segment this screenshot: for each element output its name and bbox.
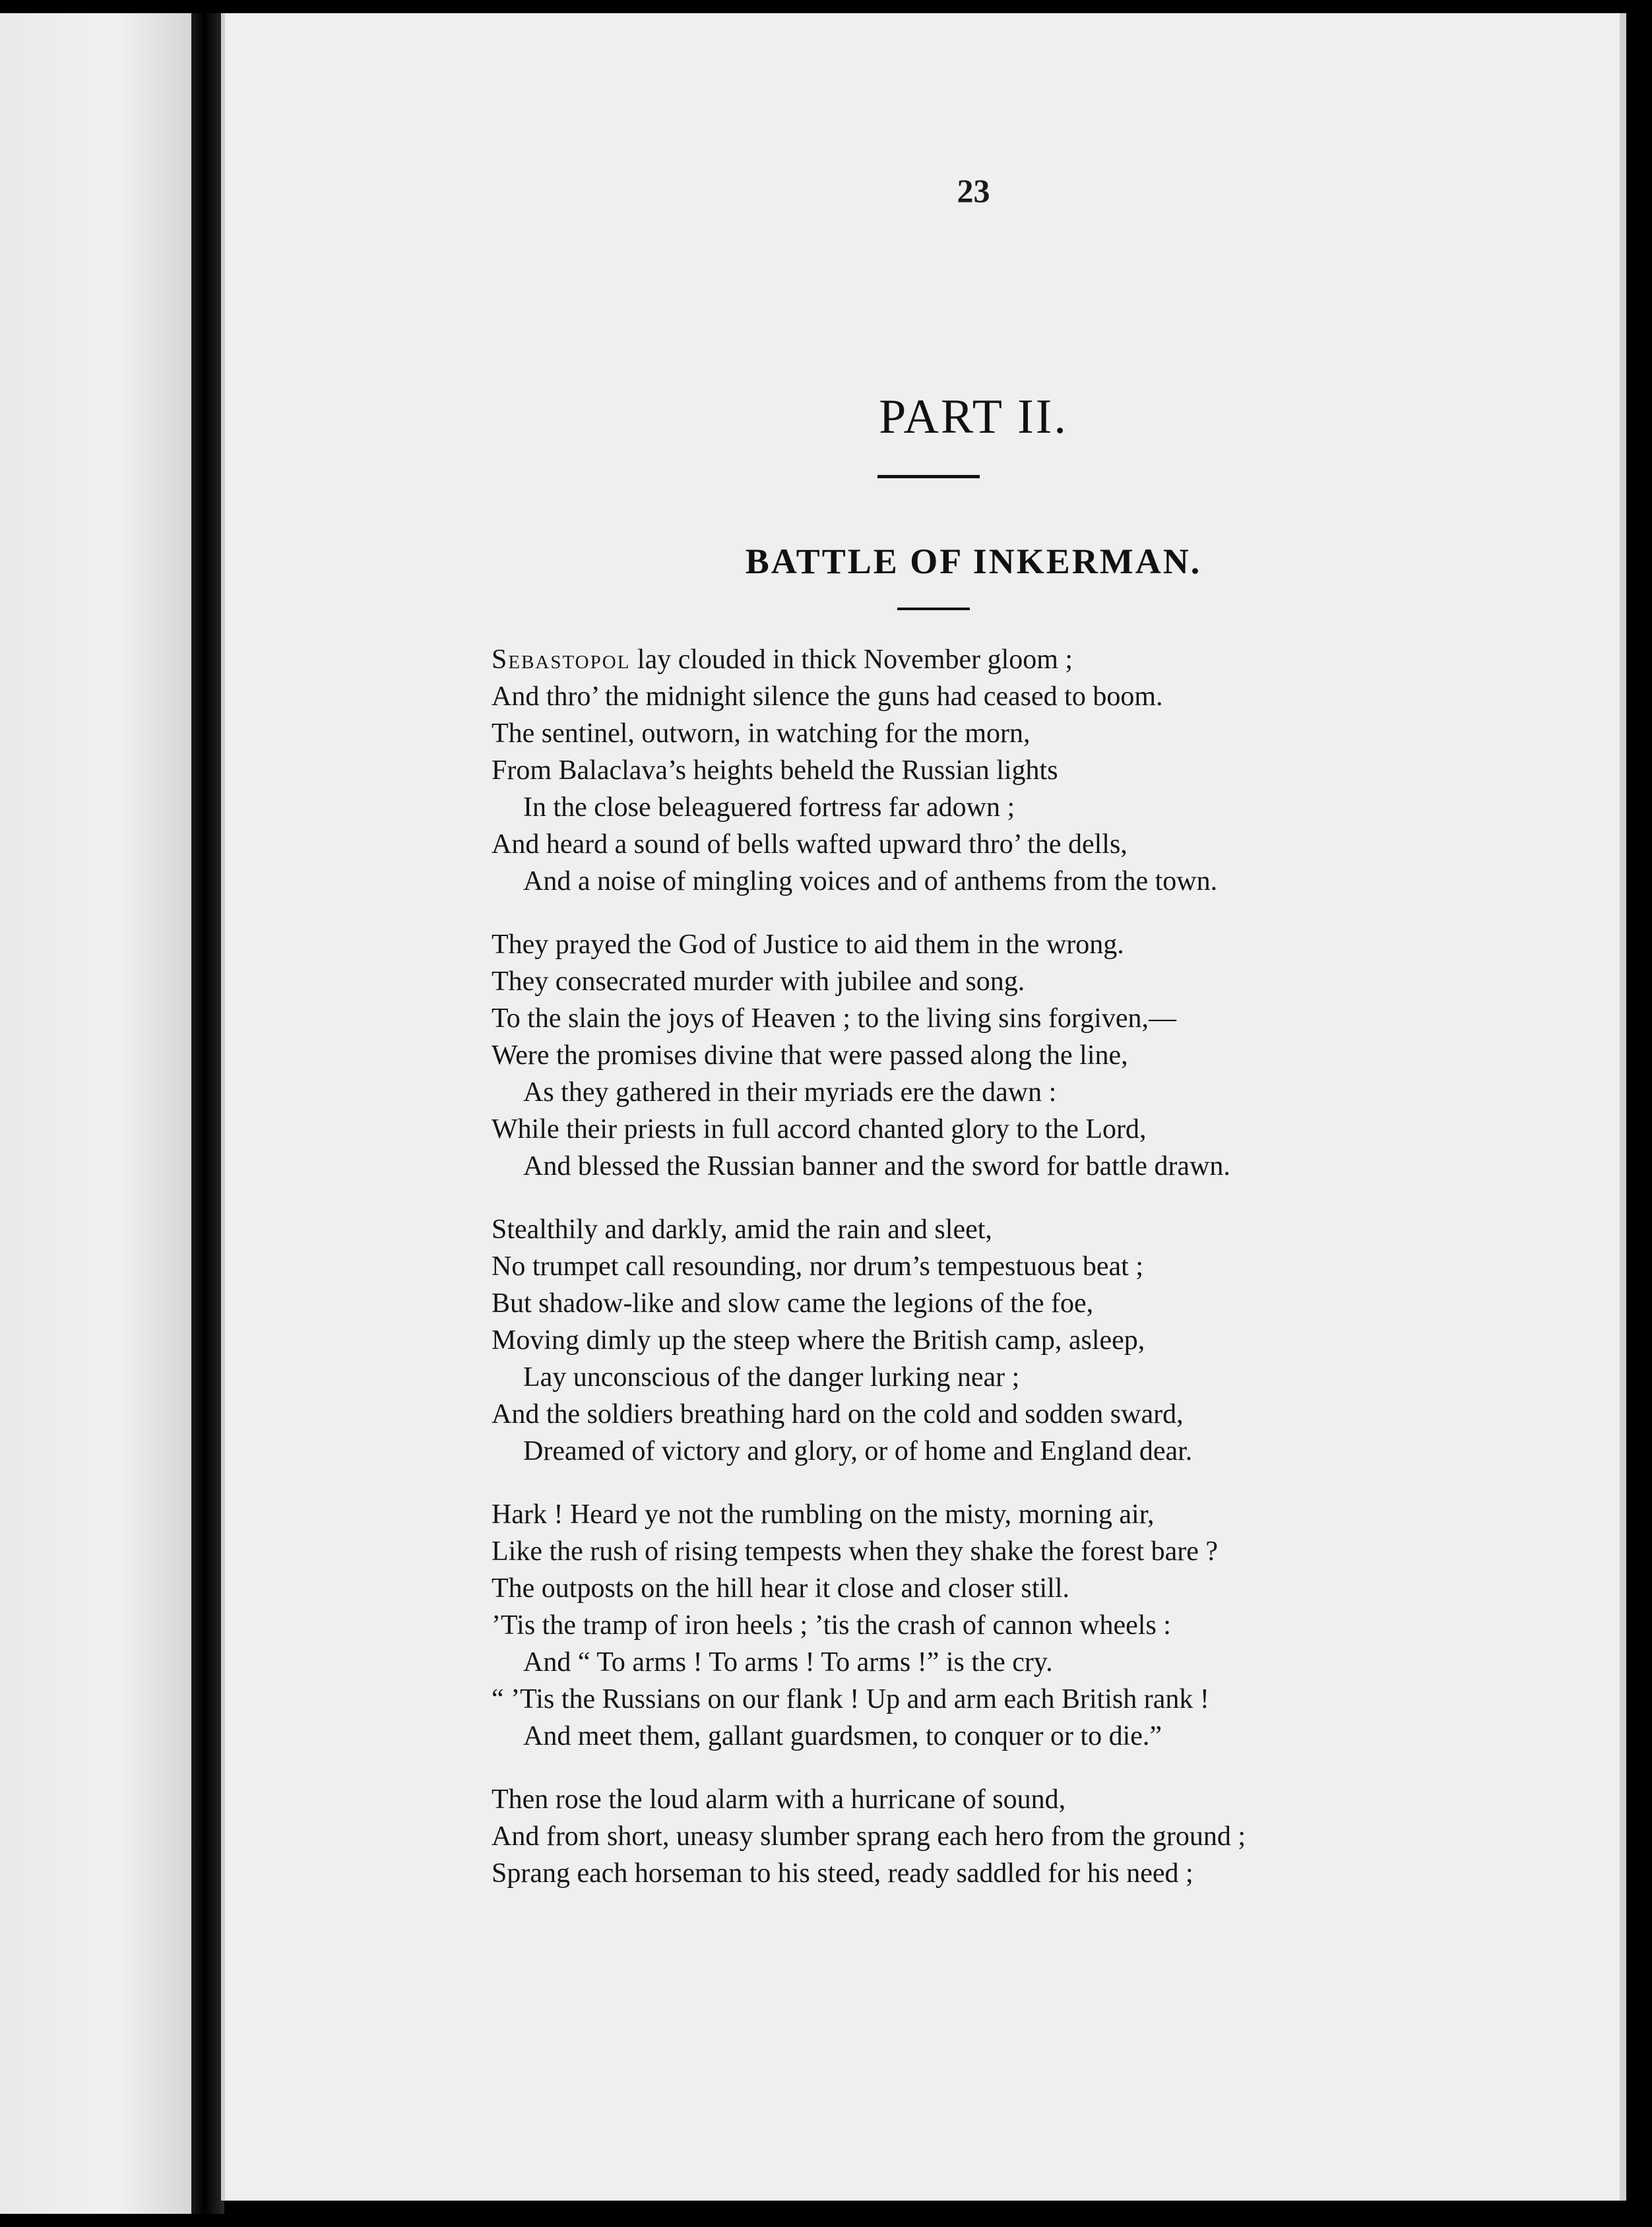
title-rule [897, 608, 970, 610]
poem-line: The sentinel, outworn, in watching for the morn, [492, 718, 1031, 749]
poem-line: ’Tis the tramp of iron heels ; ’tis the crash of cannon wheels : [492, 1610, 1171, 1641]
stanza [492, 1781, 1613, 1892]
poem-line: As they gathered in their myriads ere the dawn : [523, 1077, 1057, 1108]
poem-body [492, 641, 1613, 1918]
poem-title: BATTLE OF INKERMAN. [745, 542, 1202, 581]
facing-page [0, 13, 191, 2214]
poem-line: And a noise of mingling voices and of anthems from the town. [523, 866, 1218, 896]
part-heading: PART II. [879, 390, 1068, 444]
page-number: 23 [957, 172, 990, 209]
page-edge [1620, 13, 1626, 2201]
poem-line: Then rose the loud alarm with a hurricane of sound, [492, 1784, 1066, 1815]
poem-line: Were the promises divine that were passed along the line, [492, 1040, 1128, 1071]
poem-line: From Balaclava’s heights beheld the Russian lights [492, 755, 1058, 786]
heading-rule [877, 475, 980, 478]
stanza [492, 1496, 1613, 1755]
poem-line: And “ To arms ! To arms ! To arms !” is the cry. [523, 1647, 1053, 1678]
poem-line: “ ’Tis the Russians on our flank ! Up and arm each British rank ! [492, 1684, 1209, 1714]
poem-line: And the soldiers breathing hard on the cold and sodden sward, [492, 1399, 1184, 1429]
poem-line: Hark ! Heard ye not the rumbling on the misty, morning air, [492, 1499, 1155, 1530]
poem-line: Like the rush of rising tempests when they shake the forest bare ? [492, 1536, 1219, 1567]
poem-line: And meet them, gallant guardsmen, to conquer or to die.” [523, 1721, 1162, 1751]
poem-line: They prayed the God of Justice to aid them in the wrong. [492, 929, 1124, 960]
book-gutter [191, 13, 224, 2214]
poem-line: And from short, uneasy slumber sprang each hero from the ground ; [492, 1821, 1246, 1852]
poem-line: In the close beleaguered fortress far adown ; [523, 792, 1015, 823]
poem-line: They consecrated murder with jubilee and song. [492, 966, 1025, 997]
poem-line: Dreamed of victory and glory, or of home and England dear. [523, 1436, 1193, 1466]
stanza [492, 1211, 1613, 1470]
poem-line: But shadow-like and slow came the legions of the foe, [492, 1288, 1094, 1319]
poem-line: And blessed the Russian banner and the sword for battle drawn. [523, 1151, 1230, 1181]
line-text: lay clouded in thick November gloom ; [630, 644, 1073, 675]
poem-line: And thro’ the midnight silence the guns had ceased to boom. [492, 681, 1163, 712]
poem-line [492, 641, 1613, 678]
poem-line: Stealthily and darkly, amid the rain and sleet, [492, 1214, 992, 1245]
stanza [492, 926, 1613, 1185]
poem-line: Lay unconscious of the danger lurking near ; [523, 1362, 1020, 1393]
poem-line: And heard a sound of bells wafted upward thro’ the dells, [492, 829, 1128, 860]
stanza [492, 641, 1613, 900]
poem-line: Moving dimly up the steep where the British camp, asleep, [492, 1325, 1145, 1356]
poem-line: The outposts on the hill hear it close and closer still. [492, 1573, 1069, 1604]
poem-line: Sprang each horseman to his steed, ready saddled for his need ; [492, 1858, 1193, 1889]
poem-line: No trumpet call resounding, nor drum’s tempestuous beat ; [492, 1251, 1143, 1282]
poem-line: To the slain the joys of Heaven ; to the living sins forgiven,— [492, 1003, 1176, 1034]
poem-line: While their priests in full accord chanted glory to the Lord, [492, 1114, 1147, 1145]
small-caps-lead: Sebastopol [492, 644, 631, 675]
